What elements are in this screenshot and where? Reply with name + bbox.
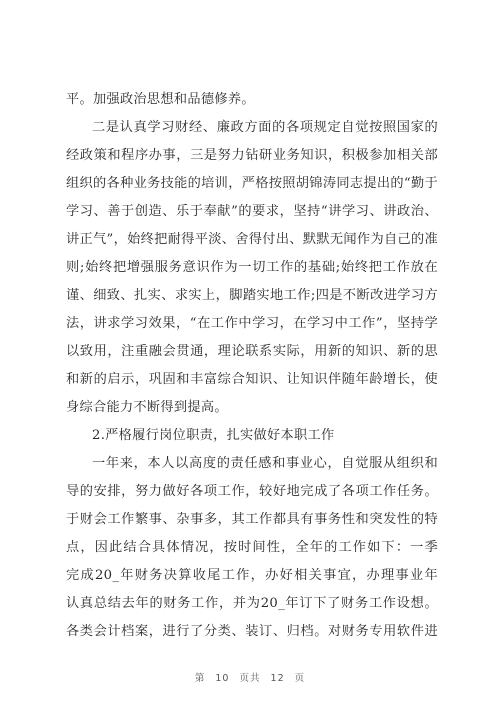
section-heading: 2.严格履行岗位职责，扎实做好本职工作 <box>92 428 335 443</box>
paragraph-line: 完成20_年财务决算收尾工作，办好相关事宜，办理事业年 <box>66 568 438 583</box>
paragraph-line: 谨、细致、扎实、求实上，脚踏实地工作;四是不断改进学习方 <box>66 288 438 303</box>
paragraph-line: 讲正气”，始终把耐得平淡、舍得付出、默默无闻作为自己的准 <box>66 232 438 247</box>
paragraph-line: 各类会计档案，进行了分类、装订、归档。对财务专用软件进 <box>66 624 438 639</box>
total-page-count: 12 <box>270 673 285 684</box>
paragraph-line: 平。加强政治思想和品德修养。 <box>66 92 255 107</box>
paragraph-line: 二是认真学习财经、廉政方面的各项规定自觉按照国家的 <box>92 120 438 135</box>
paragraph-line: 则;始终把增强服务意识作为一切工作的基础;始终把工作放在 <box>66 260 438 275</box>
paragraph-line: 一年来，本人以高度的责任感和事业心，自觉服从组织和 <box>92 456 438 471</box>
paragraph-line: 点，因此结合具体情况，按时间性，全年的工作如下：一季 <box>66 540 438 555</box>
paragraph-line: 和新的启示，巩固和丰富综合知识、让知识伴随年龄增长，使 <box>66 372 438 387</box>
paragraph-line: 经政策和程序办事，三是努力钻研业务知识，积极参加相关部 <box>66 148 438 163</box>
current-page-number: 10 <box>215 673 230 684</box>
footer-suffix: 页 <box>294 673 306 684</box>
paragraph-line: 身综合能力不断得到提高。 <box>66 400 228 415</box>
page-footer <box>0 670 500 684</box>
paragraph-line: 法，讲求学习效果，“在工作中学习，在学习中工作”，坚持学 <box>66 316 438 331</box>
paragraph-line: 导的安排，努力做好各项工作，较好地完成了各项工作任务。 <box>66 484 438 499</box>
footer-prefix: 第 <box>194 673 206 684</box>
paragraph-line: 以致用，注重融会贯通，理论联系实际，用新的知识、新的思 <box>66 344 438 359</box>
paragraph-line: 于财会工作繁事、杂事多，其工作都具有事务性和突发性的特 <box>66 512 438 527</box>
paragraph-line: 学习、善于创造、乐于奉献”的要求，坚持“讲学习、讲政治、 <box>66 204 438 219</box>
paragraph-line: 组织的各种业务技能的培训，严格按照胡锦涛同志提出的“勤于 <box>66 176 438 191</box>
paragraph-line: 认真总结去年的财务工作，并为20_年订下了财务工作设想。 <box>66 596 438 611</box>
footer-middle: 页共 <box>239 673 261 684</box>
